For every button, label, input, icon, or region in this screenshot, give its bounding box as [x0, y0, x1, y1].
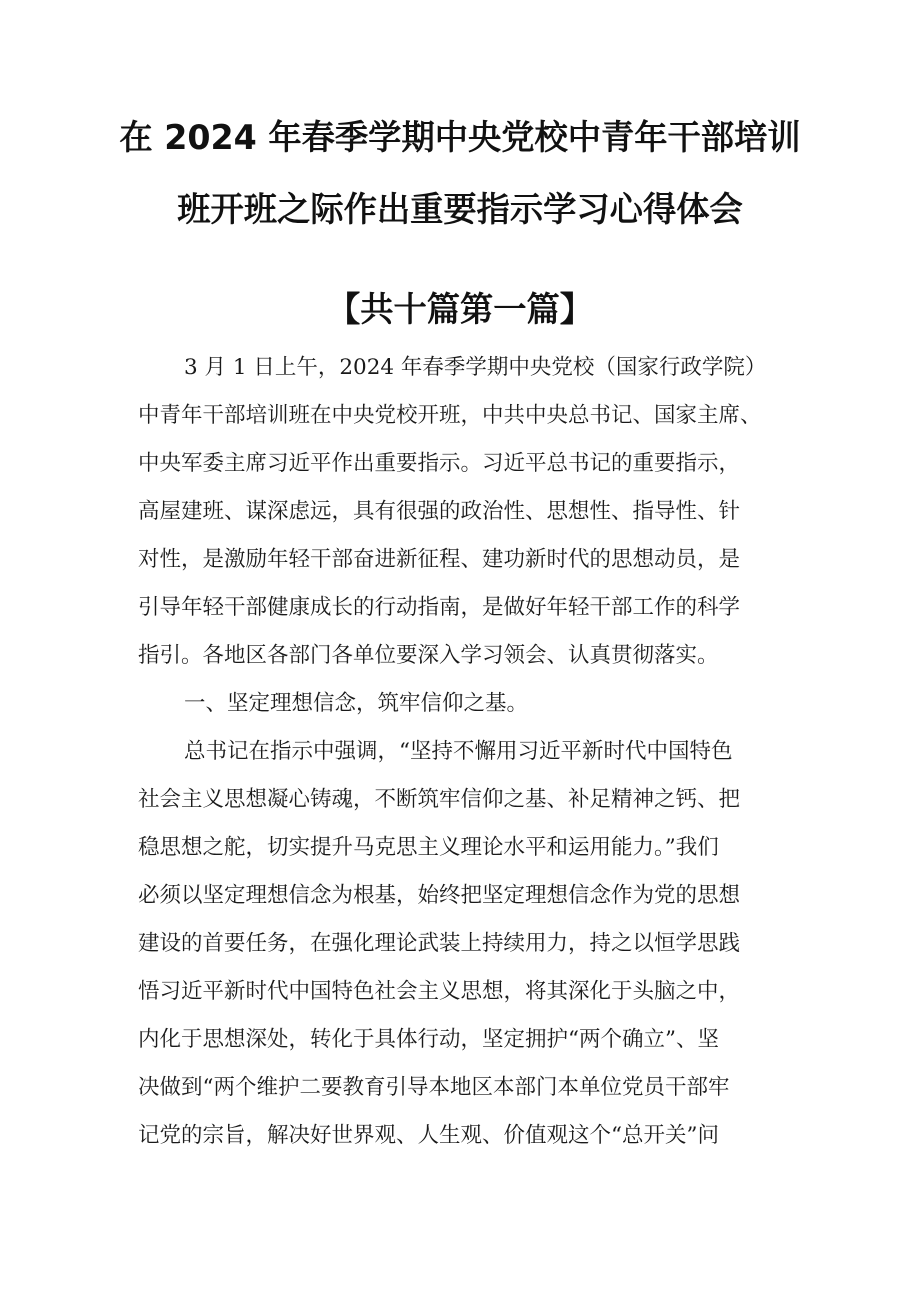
paragraph-3-line-8: 决做到“两个维护二要教育引导本地区本部门本单位党员干部牢	[138, 1075, 730, 1100]
paragraph-3-line-3: 稳思想之舵，切实提升马克思主义理论水平和运用能力。”我们	[138, 835, 719, 860]
paragraph-3-line-9: 记党的宗旨，解决好世界观、人生观、价值观这个“总开关”问	[138, 1123, 719, 1148]
paragraph-3-line-4: 必须以坚定理想信念为根基，始终把坚定理想信念作为党的思想	[138, 883, 741, 908]
paragraph-1-line-5: 对性，是激励年轻干部奋进新征程、建功新时代的思想动员，是	[138, 547, 741, 572]
paragraph-1-line-2: 中青年干部培训班在中央党校开班，中共中央总书记、国家主席、	[138, 403, 762, 428]
paragraph-3-line-2: 社会主义思想凝心铸魂，不断筑牢信仰之基、补足精神之钙、把	[138, 787, 741, 812]
paragraph-3-line-7: 内化于思想深处，转化于具体行动，坚定拥护“两个确立”、坚	[138, 1027, 719, 1052]
paragraph-1-line-3: 中央军委主席习近平作出重要指示。习近平总书记的重要指示，	[138, 451, 741, 476]
document-title-line-1: 在 2024 年春季学期中央党校中青年干部培训	[119, 118, 801, 158]
paragraph-3-line-5: 建设的首要任务，在强化理论武装上持续用力，持之以恒学思践	[138, 931, 741, 956]
section-heading-1: 一、坚定理想信念，筑牢信仰之基。	[184, 691, 529, 716]
paragraph-1-line-7: 指引。各地区各部门各单位要深入学习领会、认真贯彻落实。	[138, 643, 719, 668]
document-title-line-2: 班开班之际作出重要指示学习心得体会	[177, 190, 743, 230]
paragraph-3-line-6: 悟习近平新时代中国特色社会主义思想，将其深化于头脑之中，	[138, 979, 741, 1004]
paragraph-1-line-1: 3 月 1 日上午，2024 年春季学期中央党校（国家行政学院）	[184, 355, 767, 380]
paragraph-3-line-1: 总书记在指示中强调，“坚持不懈用习近平新时代中国特色	[184, 739, 733, 764]
document-part-label: 【共十篇第一篇】	[326, 290, 594, 330]
paragraph-1-line-4: 高屋建班、谋深虑远，具有很强的政治性、思想性、指导性、针	[138, 499, 741, 524]
paragraph-1-line-6: 引导年轻干部健康成长的行动指南，是做好年轻干部工作的科学	[138, 595, 741, 620]
